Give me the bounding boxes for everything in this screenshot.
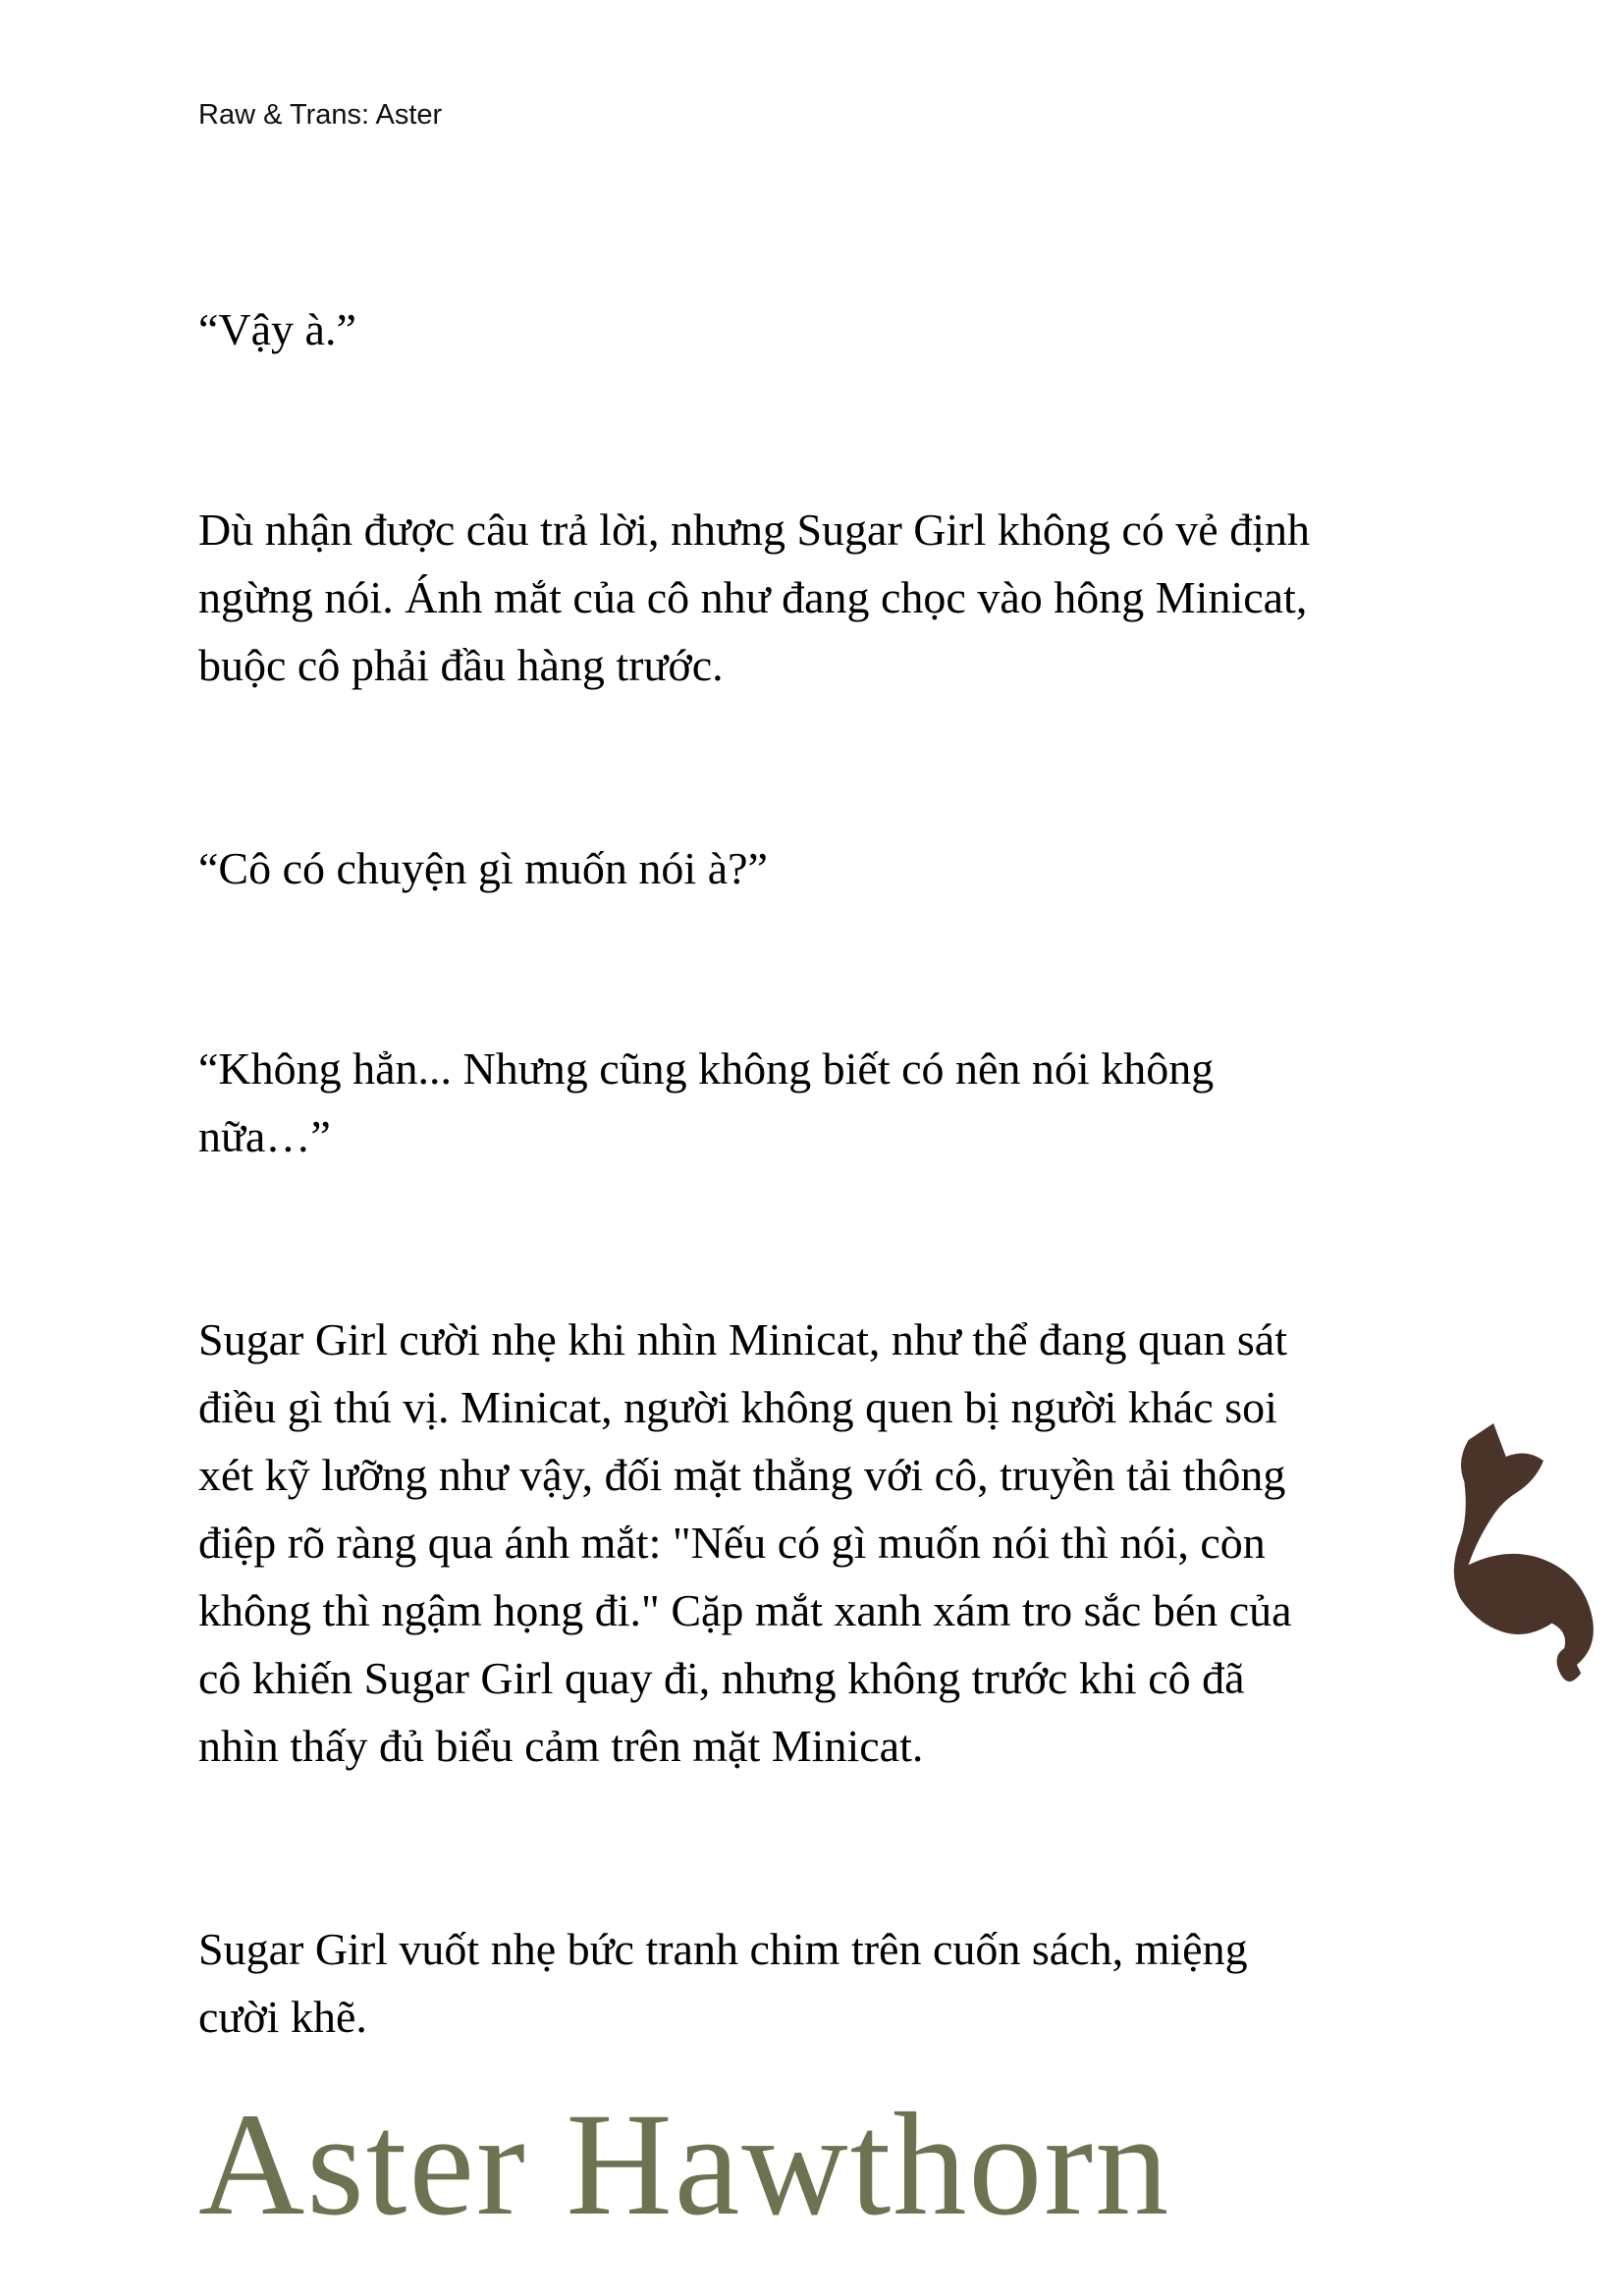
text-line: không thì ngậm họng đi." Cặp mắt xanh xám tro sắc bén của [198, 1585, 1292, 1635]
text-line: ngừng nói. Ánh mắt của cô như đang chọc vào hông Minicat, [198, 572, 1308, 622]
text-line: cười khẽ. [198, 1992, 367, 2042]
text-line: Dù nhận được câu trả lời, nhưng Sugar Girl không có vẻ định [198, 505, 1311, 555]
text-line: Sugar Girl cười nhẹ khi nhìn Minicat, như thể đang quan sát [198, 1314, 1287, 1364]
text-line: buộc cô phải đầu hàng trước. [198, 640, 724, 690]
text-line: xét kỹ lưỡng như vậy, đối mặt thẳng với cô, truyền tải thông [198, 1450, 1286, 1500]
text-line: điều gì thú vị. Minicat, người không quen bị người khác soi [198, 1382, 1277, 1432]
text-line: “Vậy à.” [198, 304, 356, 354]
cat-silhouette-icon [1443, 1423, 1610, 1698]
text-line: nhìn thấy đủ biểu cảm trên mặt Minicat. [198, 1721, 924, 1771]
text-line: điệp rõ ràng qua ánh mắt: "Nếu có gì muốn nói thì nói, còn [198, 1518, 1266, 1568]
text-line: Sugar Girl vuốt nhẹ bức tranh chim trên cuốn sách, miệng [198, 1924, 1248, 1974]
text-line: cô khiến Sugar Girl quay đi, nhưng không trước khi cô đã [198, 1653, 1245, 1703]
page-header: Raw & Trans: Aster [198, 99, 443, 131]
text-line: nữa…” [198, 1111, 331, 1161]
text-line: “Cô có chuyện gì muốn nói à?” [198, 843, 768, 893]
watermark-text: Aster Hawthorn [198, 2083, 1171, 2246]
text-line: “Không hẳn... Nhưng cũng không biết có nên nói không [198, 1043, 1215, 1094]
